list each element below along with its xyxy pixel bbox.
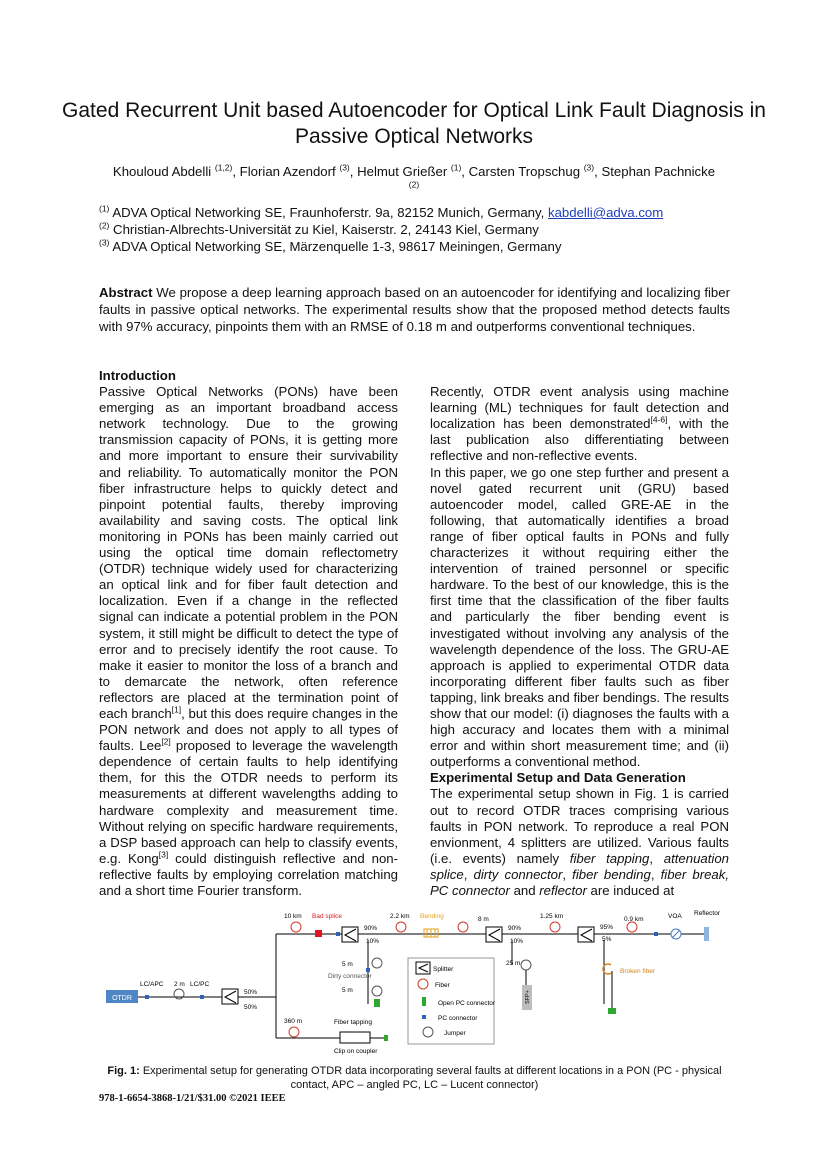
- length-label: 1.25 km: [540, 913, 564, 920]
- figure-caption: [99, 1064, 730, 1092]
- legend-connector-icon: [422, 1015, 426, 1019]
- length-label: 2.2 km: [390, 913, 410, 920]
- legend-open-connector-icon: [422, 997, 426, 1006]
- author-affiliation: (3): [583, 162, 595, 173]
- split-ratio-label: 90%: [364, 925, 378, 932]
- reflector-label: Reflector: [694, 910, 721, 917]
- jumper-icon: [521, 960, 531, 970]
- author-affiliation: (3): [339, 162, 350, 173]
- split-ratio-label: 95%: [600, 924, 614, 931]
- affiliation-1: [99, 204, 663, 221]
- body-text: , with the last publication also differentiating between reflective and non-reflective events.: [430, 416, 729, 464]
- abstract-label: Abstract: [99, 285, 153, 300]
- caption-text: Experimental setup for generating OTDR data incorporating several faults at different locations in a PON (PC - physical contact, APC – angled PC, LC – Lucent connector): [139, 1065, 722, 1091]
- open-connector-icon: [374, 999, 380, 1007]
- length-label: 0.9 km: [624, 916, 644, 923]
- length-label: 5 m: [342, 987, 353, 994]
- fiber-coil-icon: [458, 922, 468, 932]
- split-ratio-label: 5%: [602, 936, 612, 943]
- fault-label: Bending: [420, 913, 444, 920]
- otdr-label: OTDR: [112, 995, 132, 1002]
- author-affiliation: (1): [450, 162, 462, 173]
- legend-label: Open PC connector: [438, 1000, 496, 1007]
- setup-diagram: [104, 905, 744, 1057]
- clip-label: Clip on coupler: [334, 1048, 378, 1055]
- connector-icon: [366, 968, 370, 972]
- legend-label: Fiber: [435, 982, 450, 989]
- column-spacer: [430, 368, 729, 384]
- affiliation-mark: (1): [99, 203, 110, 214]
- lcpc-label: LC/PC: [190, 981, 210, 988]
- author-separator: ,: [232, 164, 240, 179]
- intro-paragraph: In this paper, we go one step further and present a novel gated recurrent unit (GRU) based autoencoder model, called GRE-AE in the following, that automatically identifies a broad range of fiber optical faults in PONs and fully characterizes it without requiring either the intervention of trained personnel or specific hardware. To the best of our knowledge, this is the first time that the classification of the fiber faults and particularly the fiber bending event is investigated without involving any analysis of the wavelength dependence of the loss. The GRU-AE approach is applied to experimental OTDR data incorporating different fiber faults such as fiber tapping, link breaks and fiber bendings. The results show that our model: (i) diagnoses the faults with a high accuracy and locates them with a minimal error and within short measurement time; and (ii) outperforms a conventional method.: [430, 464, 729, 770]
- length-label: 10 km: [284, 913, 302, 920]
- body-text: could distinguish reflective and non-reflective faults by employing correlation matching and a short time Fourier transform.: [99, 850, 399, 898]
- fiber-coil-icon: [396, 922, 406, 932]
- length-label: 5 m: [342, 961, 353, 968]
- affiliation-mark: (3): [99, 237, 110, 248]
- fault-term: dirty connector: [473, 866, 563, 882]
- paper-title: Gated Recurrent Unit based Autoencoder for Optical Link Fault Diagnosis in Passive Optical Networks: [62, 99, 766, 148]
- citation: [3]: [158, 849, 169, 860]
- fault-term: reflector: [539, 883, 587, 898]
- right-column: [430, 368, 729, 899]
- length-label: 25 m: [506, 960, 521, 967]
- fault-label: Broken fiber: [620, 968, 656, 975]
- author-affiliation: (1,2): [214, 162, 233, 173]
- voa-label: VOA: [668, 913, 682, 920]
- split-ratio-label: 50%: [244, 989, 258, 996]
- author-name: Khouloud Abdelli: [112, 164, 212, 179]
- legend-label: Splitter: [433, 966, 454, 973]
- sfp-label: SFP+: [525, 990, 531, 1004]
- reflector-icon: [704, 927, 709, 941]
- body-text: ,: [463, 866, 474, 882]
- intro-paragraph: [99, 384, 398, 899]
- open-connector-icon: [608, 1008, 616, 1014]
- jumper-icon: [372, 958, 382, 968]
- caption-label: Fig. 1:: [107, 1065, 140, 1077]
- fault-label: Dirty connector: [328, 973, 372, 980]
- body-text: Passive Optical Networks (PONs) have been emerging as an important broadband access network technology. Due to the growing transmission capacity of PONs, it is getting more and more important to ensure their survivability and reliability. To automatically monitor the PON fiber infrastructure helps to quickly detect and pinpoint potential faults, thereby improving availability and saving costs. The optical link monitoring in PONs has been mainly carried out using the optical time domain reflectometry (OTDR) technique widely used for characterizing an optical link and for fiber fault detection and localization. Even if a change in the reflected signal can indicate a potential problem in the PON system, it still might be difficult to detect the type of error and to precisely identify the root cause. To make it easier to monitor the loss of a branch and to demarcate the network, often reference reflectors are placed at the termination point of each branch: [99, 384, 398, 721]
- legend-fiber-icon: [418, 979, 428, 989]
- body-text: proposed to leverage the wavelength dependence of certain faults to help identifying them, for this the OTDR needs to perform its measurements at different wavelengths adding to hardware complexity and measurement time. Without relying on specific hardware requirements, a DSP based approach can help to classify events, e.g. Kong: [99, 738, 398, 866]
- section-heading-setup: Experimental Setup and Data Generation: [430, 770, 686, 786]
- body-text: Recently, OTDR event analysis using machine learning (ML) techniques for fault detection and localization has been demonstrated: [430, 384, 729, 432]
- affiliation-2: [99, 221, 663, 238]
- split-ratio-label: 10%: [366, 938, 380, 945]
- fault-term: fiber tapping: [569, 850, 650, 866]
- body-text: ,: [650, 866, 661, 882]
- connector-icon: [336, 932, 340, 936]
- author-list: [110, 163, 718, 197]
- affiliation-mark: (2): [99, 220, 110, 231]
- split-ratio-label: 50%: [244, 1004, 258, 1011]
- fault-term: fiber bending: [572, 866, 651, 882]
- body-text: ,: [649, 850, 664, 866]
- affiliation-3: [99, 238, 663, 255]
- legend-label: PC connector: [438, 1015, 478, 1022]
- copyright-footer: 978-1-6654-3868-1/21/$31.00 ©2021 IEEE: [99, 1093, 286, 1104]
- connector-icon: [145, 995, 149, 999]
- tap-coupler-icon: [340, 1032, 370, 1043]
- affiliation-text: ADVA Optical Networking SE, Fraunhoferstr. 9a, 82152 Munich, Germany,: [109, 205, 548, 220]
- legend-label: Jumper: [444, 1030, 466, 1037]
- fault-term: attenuation splice: [430, 850, 729, 882]
- length-label: 360 m: [284, 1018, 303, 1025]
- split-ratio-label: 10%: [510, 938, 524, 945]
- jumper-icon: [372, 986, 382, 996]
- citation: [1]: [171, 704, 182, 715]
- section-heading-introduction: Introduction: [99, 368, 176, 383]
- connector-icon: [200, 995, 204, 999]
- author-separator: ,: [349, 164, 358, 179]
- fault-label: Bad splice: [312, 913, 342, 920]
- citation: [2]: [161, 736, 171, 747]
- body-text: and: [509, 883, 540, 898]
- split-ratio-label: 90%: [508, 925, 522, 932]
- abstract: [99, 285, 730, 335]
- setup-paragraph: [430, 786, 729, 899]
- author-separator: ,: [594, 164, 602, 179]
- fiber-coil-icon: [550, 922, 560, 932]
- abstract-text: We propose a deep learning approach based on an autoencoder for identifying and localizing fiber faults in passive optical networks. The experimental results show that the proposed method detects faults with 97% accuracy, pinpoints them with an RMSE of 0.18 m and outperforms conventional techniques.: [99, 285, 730, 334]
- author-name: Stephan Pachnicke: [601, 164, 716, 179]
- fiber-coil-icon: [291, 922, 301, 932]
- fiber-coil-icon: [289, 1027, 299, 1037]
- author-name: Helmut Grießer: [357, 164, 448, 179]
- length-label: 2 m: [174, 981, 185, 988]
- author-separator: ,: [461, 164, 469, 179]
- body-text: The experimental setup shown in Fig. 1 is carried out to record OTDR traces comprising various faults in PON network. To reproduce a real PON envionment, 4 splitters are utilized. Various faults (i.e. events) namely: [430, 786, 729, 866]
- open-connector-icon: [384, 1035, 388, 1041]
- bad-splice-icon: [315, 930, 322, 937]
- length-label: 8 m: [478, 916, 489, 923]
- body-text: ,: [562, 866, 573, 882]
- author-name: Florian Azendorf: [239, 164, 336, 179]
- lcapc-label: LC/APC: [140, 981, 164, 988]
- connector-icon: [654, 932, 658, 936]
- fiber-coil-icon: [627, 922, 637, 932]
- citation: [4-6]: [650, 414, 668, 425]
- legend-jumper-icon: [423, 1027, 433, 1037]
- affiliation-text: Christian-Albrechts-Universität zu Kiel, Kaiserstr. 2, 24143 Kiel, Germany: [109, 222, 539, 237]
- intro-paragraph: [430, 384, 729, 464]
- affiliation-text: ADVA Optical Networking SE, Märzenquelle 1-3, 98617 Meiningen, Germany: [109, 239, 562, 254]
- left-column: [99, 368, 398, 899]
- affiliation-list: [99, 204, 663, 255]
- fault-label: Fiber tapping: [334, 1019, 372, 1026]
- fault-term: fiber break, PC connector: [430, 866, 730, 898]
- author-affiliation: (2): [408, 179, 420, 190]
- body-text: , but this does require changes in the PON network and does not apply to all types of faults. Lee: [99, 705, 398, 754]
- email-link[interactable]: kabdelli@adva.com: [547, 205, 664, 220]
- body-text: are induced at: [586, 883, 675, 898]
- author-name: Carsten Tropschug: [468, 164, 581, 179]
